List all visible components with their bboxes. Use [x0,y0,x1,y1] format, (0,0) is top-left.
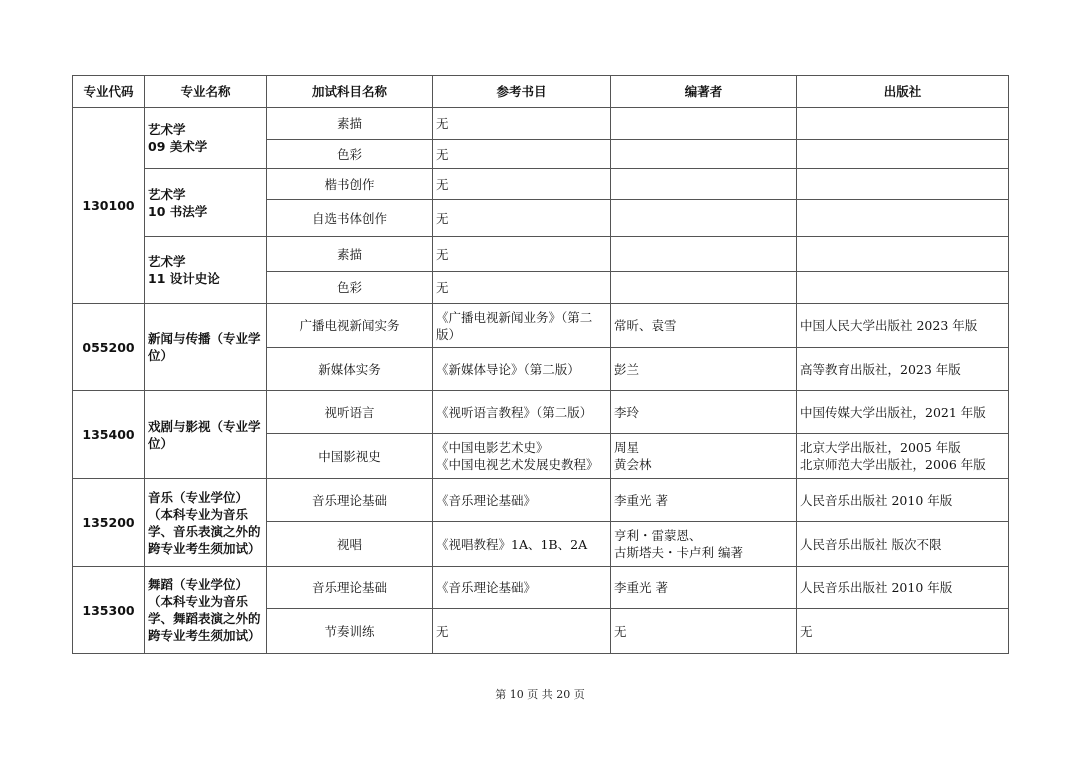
major-code-cell: 135400 [73,391,145,479]
major-name-cell [145,169,267,237]
book-cell: 《音乐理论基础》 [433,479,611,522]
author-cell [611,434,797,479]
major-name-cell: 戏剧与影视（专业学位） [145,391,267,479]
subject-cell: 广播电视新闻实务 [267,304,433,348]
major-name-line: 艺术学 [148,122,186,137]
subject-reference-table [72,75,1009,654]
header-publisher: 出版社 [797,76,1009,108]
header-code: 专业代码 [73,76,145,108]
author-cell: 李重光 著 [611,567,797,609]
table-row [73,169,1009,200]
subject-cell: 视听语言 [267,391,433,434]
subject-cell: 色彩 [267,272,433,304]
author-cell [611,169,797,200]
publisher-cell [797,272,1009,304]
subject-cell: 中国影视史 [267,434,433,479]
major-name-line: 艺术学 [148,186,186,202]
publisher-cell: 中国人民大学出版社 2023 年版 [797,304,1009,348]
author-cell [611,140,797,169]
book-title: 《中国电视艺术发展史教程》 [436,457,599,472]
book-cell: 无 [433,272,611,304]
major-name-cell [145,108,267,169]
book-cell: 《新媒体导论》（第二版） [433,348,611,391]
publisher-cell [797,169,1009,200]
subject-cell: 自选书体创作 [267,200,433,237]
book-cell: 无 [433,237,611,272]
book-cell: 无 [433,169,611,200]
header-book: 参考书目 [433,76,611,108]
book-cell: 《广播电视新闻业务》（第二版） [433,304,611,348]
subject-cell: 节奏训练 [267,609,433,654]
author-cell: 李玲 [611,391,797,434]
publisher-name: 北京大学出版社，2005 年版 [800,440,961,455]
header-author: 编著者 [611,76,797,108]
publisher-cell [797,237,1009,272]
subject-cell: 素描 [267,237,433,272]
subject-cell: 色彩 [267,140,433,169]
author-cell [611,522,797,567]
major-name-cell: 舞蹈（专业学位）（本科专业为音乐学、舞蹈表演之外的跨专业考生须加试） [145,567,267,654]
author-name: 古斯塔夫・卡卢利 编著 [614,545,743,560]
book-cell: 《视唱教程》1A、1B、2A [433,522,611,567]
publisher-name: 北京师范大学出版社，2006 年版 [800,457,986,472]
publisher-cell: 高等教育出版社，2023 年版 [797,348,1009,391]
major-name-line: 09 美术学 [148,139,208,154]
author-cell [611,108,797,140]
table-header-row [73,76,1009,108]
author-cell: 无 [611,609,797,654]
major-name-line: 11 设计史论 [148,271,220,286]
publisher-cell [797,434,1009,479]
author-cell: 彭兰 [611,348,797,391]
major-name-line: 10 书法学 [148,203,208,219]
major-name-line: 艺术学 [148,254,186,269]
publisher-cell: 无 [797,609,1009,654]
book-cell: 无 [433,108,611,140]
author-name: 周星 [614,440,640,455]
major-name-cell: 新闻与传播（专业学位） [145,304,267,391]
book-cell: 《音乐理论基础》 [433,567,611,609]
table-row [73,391,1009,434]
author-cell [611,237,797,272]
publisher-cell: 人民音乐出版社 版次不限 [797,522,1009,567]
publisher-cell: 人民音乐出版社 2010 年版 [797,479,1009,522]
publisher-cell [797,108,1009,140]
book-title: 《中国电影艺术史》 [436,440,549,455]
table-row [73,108,1009,140]
page-number-footer: 第 10 页 共 20 页 [495,688,585,701]
subject-cell: 音乐理论基础 [267,479,433,522]
major-code-cell: 135200 [73,479,145,567]
major-name-cell [145,237,267,304]
book-cell [433,434,611,479]
book-cell: 无 [433,140,611,169]
subject-cell: 新媒体实务 [267,348,433,391]
header-subject: 加试科目名称 [267,76,433,108]
subject-cell: 素描 [267,108,433,140]
author-cell [611,272,797,304]
subject-cell: 楷书创作 [267,169,433,200]
publisher-cell [797,140,1009,169]
publisher-cell: 中国传媒大学出版社，2021 年版 [797,391,1009,434]
table-row [73,567,1009,609]
subject-cell: 视唱 [267,522,433,567]
subject-cell: 音乐理论基础 [267,567,433,609]
book-cell: 无 [433,609,611,654]
table-row [73,479,1009,522]
author-cell: 李重光 著 [611,479,797,522]
table-row [73,304,1009,348]
major-code-cell: 130100 [73,108,145,304]
publisher-cell: 人民音乐出版社 2010 年版 [797,567,1009,609]
book-cell: 《视听语言教程》（第二版） [433,391,611,434]
major-code-cell: 055200 [73,304,145,391]
author-cell: 常昕、袁雪 [611,304,797,348]
author-name: 亨利・雷蒙恩、 [614,528,702,543]
header-major: 专业名称 [145,76,267,108]
major-code-cell: 135300 [73,567,145,654]
major-name-cell: 音乐（专业学位）（本科专业为音乐学、音乐表演之外的跨专业考生须加试） [145,479,267,567]
publisher-cell [797,200,1009,237]
book-cell: 无 [433,200,611,237]
author-cell [611,200,797,237]
table-row [73,237,1009,272]
author-name: 黄会林 [614,457,652,472]
